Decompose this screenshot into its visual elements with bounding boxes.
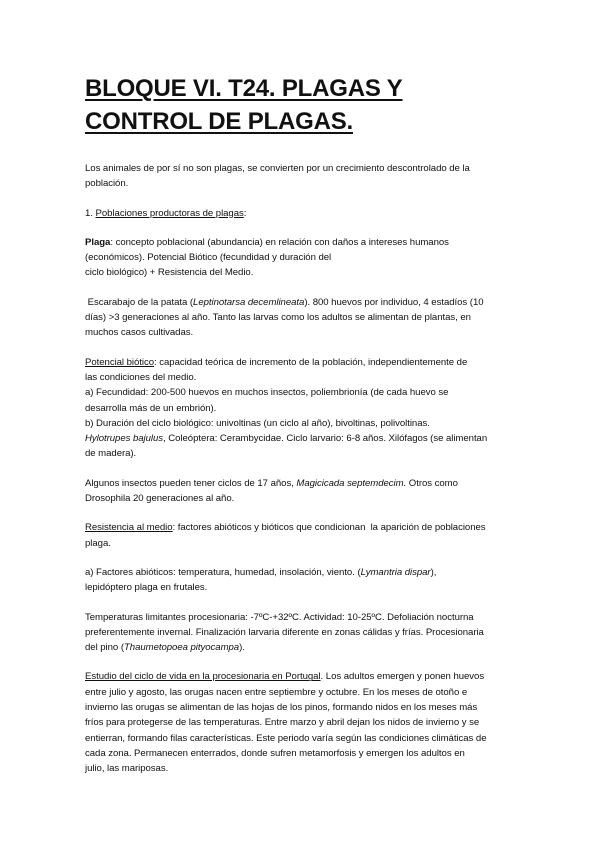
estudio-line-7: julio, las mariposas. (85, 763, 169, 775)
section-1-number: 1. (85, 207, 96, 219)
escarabajo-line-3: muchos casos cultivadas. (85, 327, 194, 339)
escarabajo-paragraph (85, 295, 525, 341)
temperaturas-line-2: preferentemente invernal. Finalización larvaria diferente en zonas cálidas y frías. Procesionaria (85, 626, 484, 638)
potencial-species: Hylotrupes bajulus (85, 433, 164, 445)
section-1-colon: : (243, 207, 247, 219)
abioticos-paragraph (85, 565, 525, 596)
insectos-paragraph (85, 476, 525, 507)
escarabajo-species: Leptinotarsa decemlineata (193, 296, 305, 308)
resistencia-line-2: plaga. (85, 537, 111, 549)
temperaturas-line-3-post: ). (239, 642, 245, 654)
intro-line-2: población. (85, 178, 129, 190)
intro-line-1: Los animales de por sí no son plagas, se convierten por un crecimiento descontrolado de la (85, 163, 470, 174)
estudio-term: Estudio del ciclo de vida en la procesionaria en Portugal (85, 671, 321, 683)
page-title-text: BLOQUE VI. T24. PLAGAS Y CONTROL DE PLAGAS. (85, 75, 403, 135)
temperaturas-species: Thaumetopoea pityocampa (123, 642, 240, 654)
potencial-line-4: desarrolla más de un embrión). (85, 402, 217, 414)
estudio-line-2: entre julio y agosto, las orugas nacen entre septiembre y octubre. En los meses de otoño e (85, 686, 468, 698)
insectos-species: Magicicada septemdecim. (296, 477, 407, 489)
document-page (85, 72, 525, 777)
potencial-line-1: : capacidad teórica de incremento de la población, independientemente de (154, 356, 468, 368)
insectos-line-2: Drosophila 20 generaciones al año. (85, 493, 235, 505)
abioticos-species: Lymantria dispar (360, 566, 431, 578)
temperaturas-line-3-pre: del pino ( (85, 642, 124, 654)
abioticos-post: ), (430, 566, 437, 578)
estudio-line-5: entierran, formando filas características. Este periodo varía según las condiciones climáticas de (85, 732, 487, 744)
temperaturas-line-1: Temperaturas limitantes procesionaria: -7ºC-+32ºC. Actividad: 10-25ºC. Defoliación nocturna (85, 611, 474, 623)
plaga-paragraph (85, 235, 525, 281)
insectos-pre: Algunos insectos pueden tener ciclos de 17 años, (85, 477, 297, 489)
estudio-line-6: cada zona. Permanecen enterrados, donde sufren metamorfosis y emergen los adultos en (85, 747, 465, 759)
estudio-line-4: fríos para protegerse de las temperaturas. Entre marzo y abril dejan los nidos de invierno y se (85, 717, 480, 729)
escarabajo-line-2: días) >3 generaciones al año. Tanto las larvas como los adultos se alimentan de plantas, en (85, 312, 471, 324)
plaga-line-1: : concepto poblacional (abundancia) en relación con daños a intereses humanos (110, 236, 449, 248)
potencial-line-3: a) Fecundidad: 200-500 huevos en muchos insectos, poliembrionía (de cada huevo se (85, 387, 449, 399)
escarabajo-pre: Escarabajo de la patata ( (85, 296, 194, 308)
plaga-line-2: (económicos). Potencial Biótico (fecundidad y duración del (85, 252, 332, 264)
section-1-title: Poblaciones productoras de plagas (95, 207, 244, 219)
abioticos-pre: a) Factores abióticos: temperatura, humedad, insolación, viento. ( (85, 566, 361, 578)
insectos-post: Otros como (406, 477, 458, 489)
temperaturas-paragraph (85, 610, 525, 656)
intro-paragraph (85, 161, 525, 192)
escarabajo-post: ). 800 huevos por individuo, 4 estadíos (10 (304, 296, 484, 308)
potencial-term: Potencial biótico (85, 356, 155, 368)
potencial-line-6: , Coleóptera: Cerambycidae. Ciclo larvario: 6-8 años. Xilófagos (se alimentan (163, 433, 488, 445)
abioticos-line-2: lepidóptero plaga en frutales. (85, 582, 208, 594)
resistencia-line-1: : factores abióticos y bióticos que condicionan la aparición de poblaciones (172, 522, 486, 534)
section-1-heading (85, 206, 525, 221)
potencial-paragraph (85, 355, 525, 462)
estudio-line-3: invierno las orugas se alimentan de las hojas de los pinos, formando nidos en los meses más (85, 702, 478, 714)
potencial-line-2: las condiciones del medio. (85, 371, 197, 383)
resistencia-term: Resistencia al medio (85, 522, 173, 534)
plaga-term: Plaga (85, 236, 111, 248)
estudio-line-1: . Los adultos emergen y ponen huevos (320, 671, 485, 683)
page-title (85, 72, 505, 138)
potencial-line-7: de madera). (85, 448, 137, 460)
estudio-paragraph (85, 669, 525, 776)
potencial-line-5: b) Duración del ciclo biológico: univoltinas (un ciclo al año), bivoltinas, polivoltinas. (85, 417, 430, 429)
plaga-line-3: ciclo biológico) + Resistencia del Medio. (85, 267, 254, 279)
resistencia-paragraph (85, 520, 525, 551)
